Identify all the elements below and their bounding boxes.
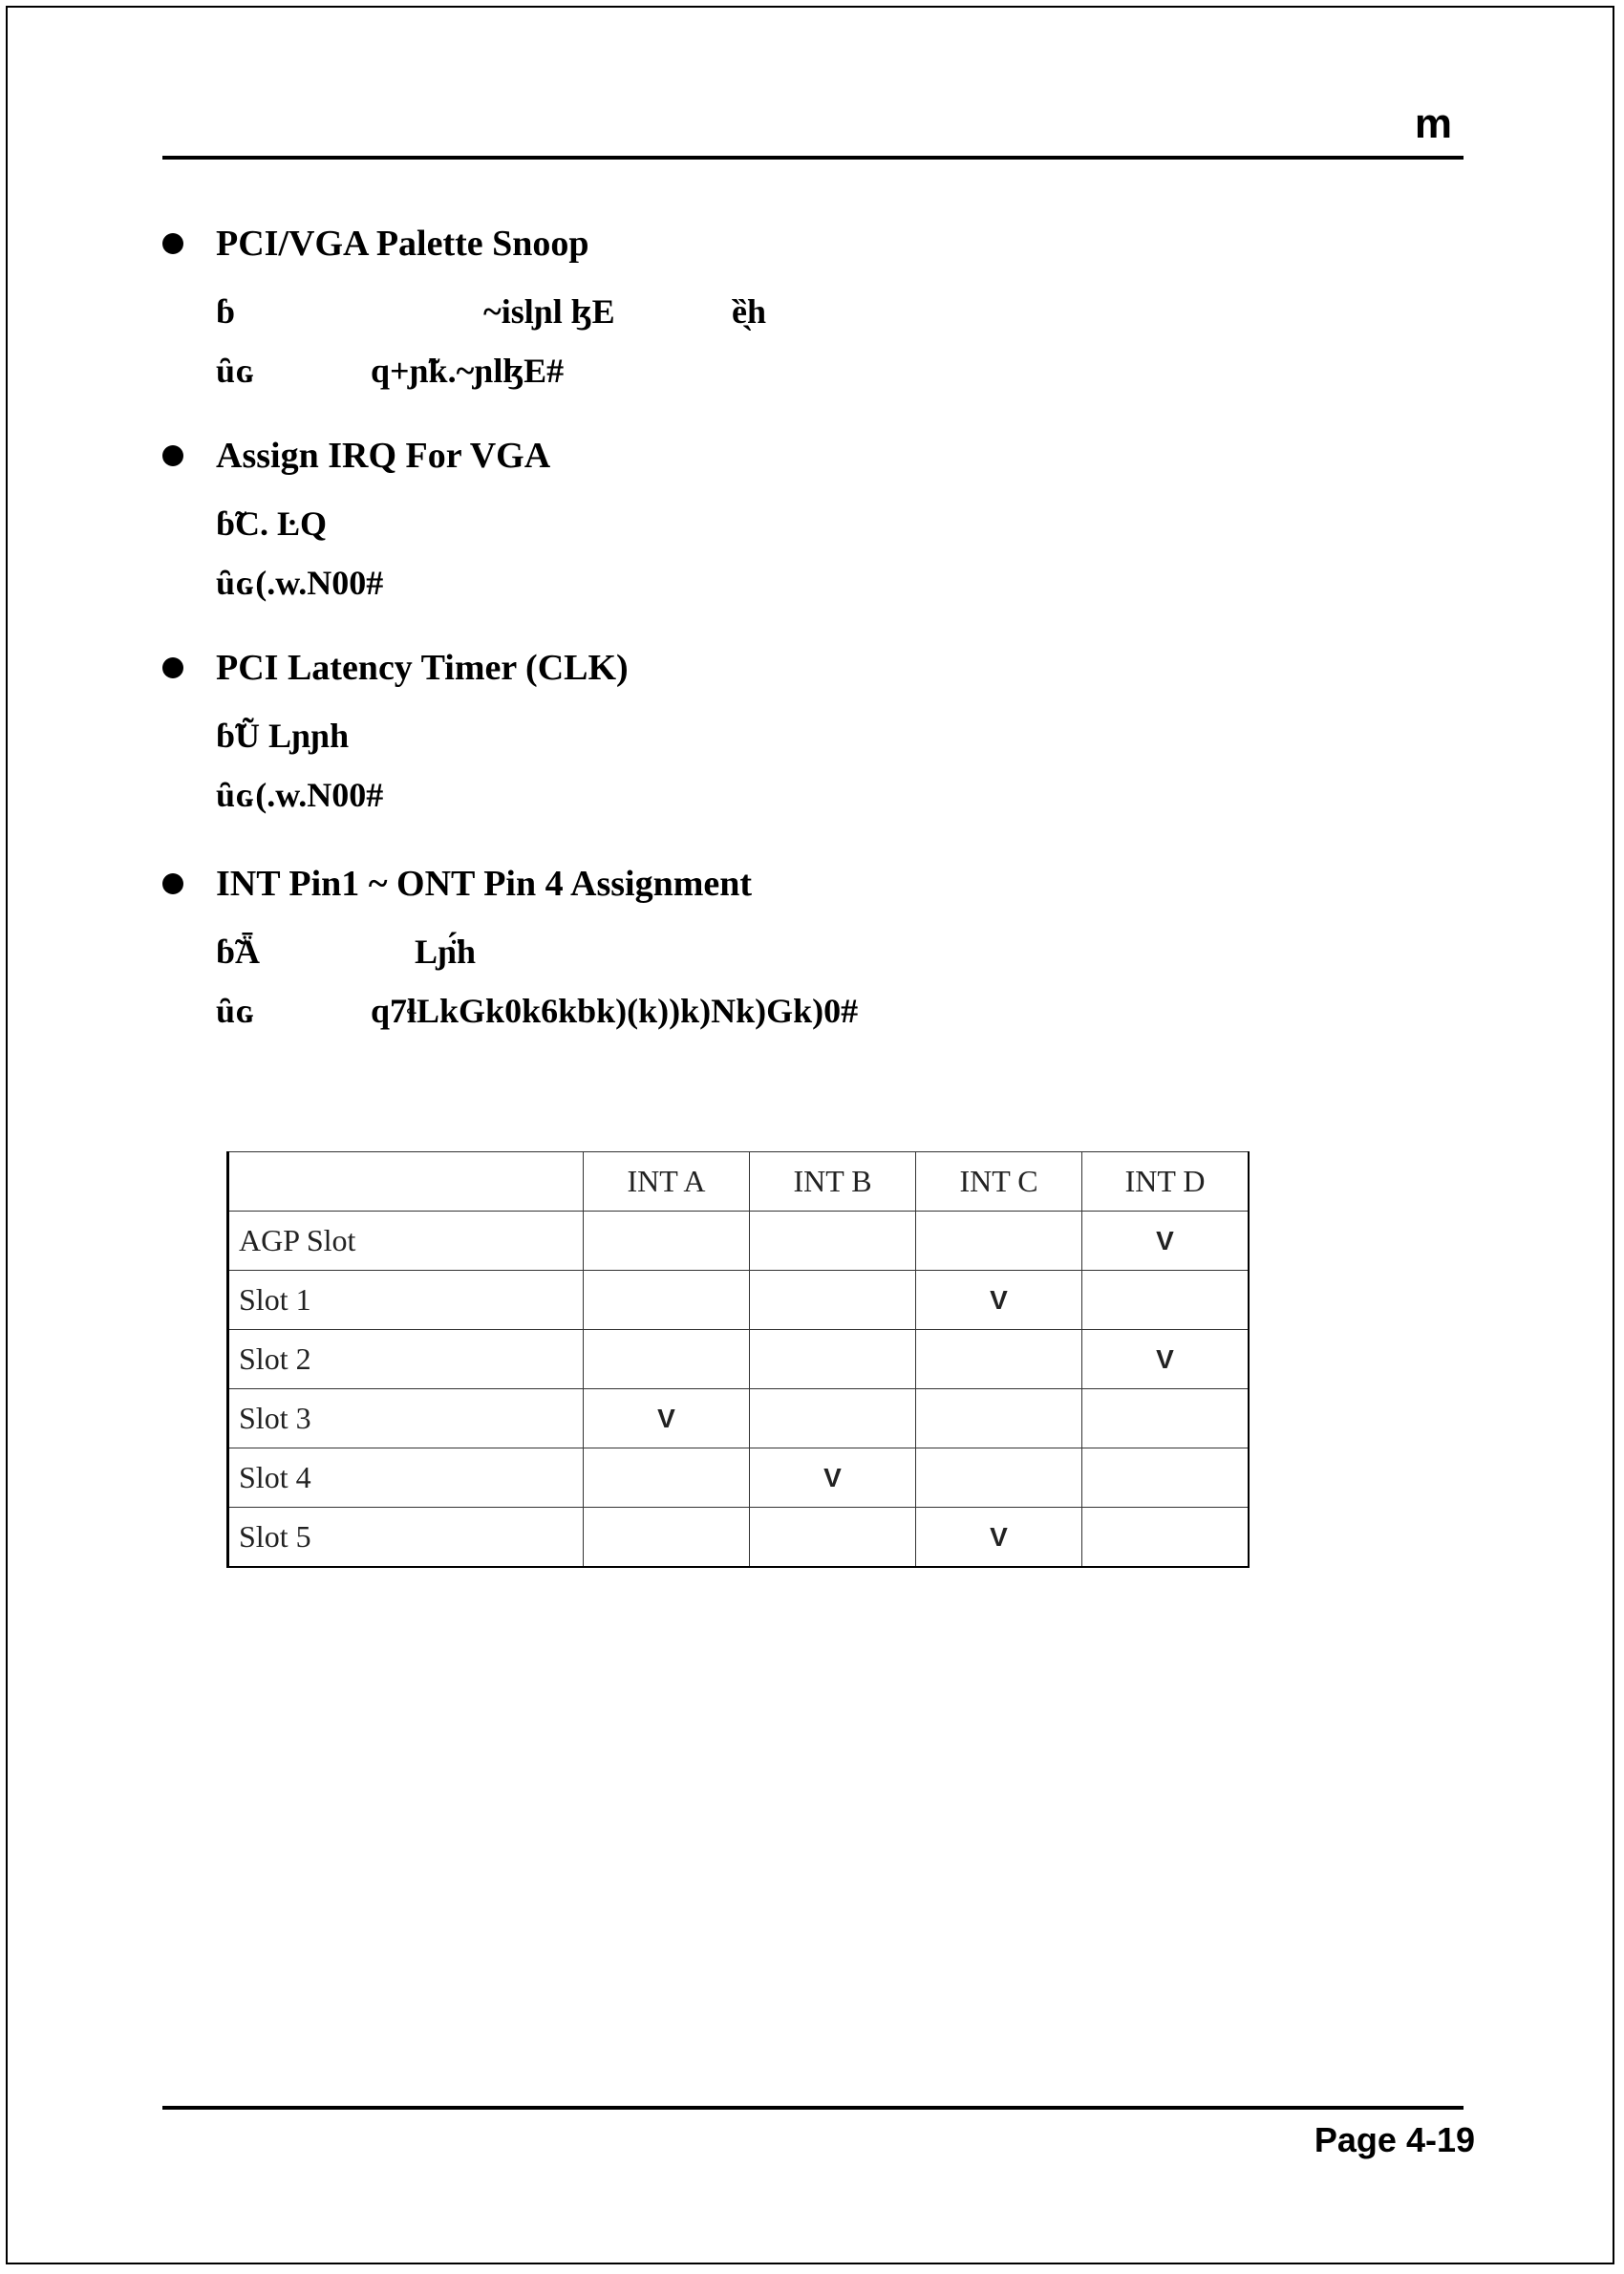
table-cell: [1082, 1508, 1250, 1568]
option-line-text: ɓ̃C. ĿQ: [216, 504, 328, 543]
table-header-cell: INT D: [1082, 1152, 1250, 1212]
option-line-text: ȗɢ: [216, 992, 256, 1030]
section-title: INT Pin1 ~ ONT Pin 4 Assignment: [216, 864, 753, 904]
table-cell: [916, 1448, 1082, 1508]
table-row: [228, 1389, 1250, 1448]
table-row: [228, 1212, 1250, 1271]
section-title: Assign IRQ For VGA: [216, 436, 551, 476]
table-row: [228, 1330, 1250, 1389]
option-line-text: ɓ̃Ũ Lɲɲh: [216, 717, 350, 755]
table-row: [228, 1271, 1250, 1330]
option-line-text: ȗɢ: [216, 352, 256, 390]
table-cell: [584, 1508, 750, 1568]
option-line-text: ȅ̖h: [732, 292, 766, 331]
section-assign-irq-for-vga: [162, 437, 550, 612]
option-line-text: ȗɢ(.w.N00#: [216, 776, 384, 814]
option-line: [216, 922, 752, 981]
option-line-text: ~islɲl ɮE: [483, 292, 615, 331]
table-cell: V: [584, 1389, 750, 1448]
table-cell: V: [1082, 1330, 1250, 1389]
bullet-icon: [162, 657, 183, 678]
option-line: [216, 765, 629, 825]
row-label: Slot 2: [228, 1330, 584, 1389]
option-line-text: q7ɬLkGk0k6kbk)(k))k)Nk)Gk)0#: [371, 992, 859, 1030]
option-line: [216, 706, 629, 765]
table-cell: [750, 1330, 916, 1389]
table-cell: [1082, 1271, 1250, 1330]
table-cell: V: [916, 1508, 1082, 1568]
table-cell: [750, 1508, 916, 1568]
option-line: [216, 981, 859, 1040]
row-label: AGP Slot: [228, 1212, 584, 1271]
table-cell: V: [750, 1448, 916, 1508]
row-label: Slot 5: [228, 1508, 584, 1568]
option-line-text: Lɲ̈́h: [415, 933, 477, 971]
table-row: [228, 1448, 1250, 1508]
section-pci-latency-timer: [162, 649, 629, 825]
bullet-icon: [162, 873, 183, 894]
irq-assignment-table: [226, 1151, 1250, 1568]
header-mark: m: [1414, 100, 1452, 147]
table-cell: [584, 1330, 750, 1389]
table-cell: [750, 1389, 916, 1448]
table-header-cell: INT B: [750, 1152, 916, 1212]
table-header-cell: [228, 1152, 584, 1212]
bullet-icon: [162, 445, 183, 466]
section-int-pin-assignment: [162, 864, 859, 1040]
bullet-icon: [162, 233, 183, 254]
table-cell: [916, 1212, 1082, 1271]
footer-rule: [162, 2106, 1464, 2110]
table-cell: [584, 1271, 750, 1330]
table-cell: [750, 1271, 916, 1330]
section-title: PCI Latency Timer (CLK): [216, 648, 629, 688]
table-cell: [916, 1389, 1082, 1448]
option-line: [216, 494, 550, 553]
table-cell: [584, 1448, 750, 1508]
table-cell: [750, 1212, 916, 1271]
option-line: [216, 282, 766, 341]
table-cell: [1082, 1448, 1250, 1508]
row-label: Slot 3: [228, 1389, 584, 1448]
table-header-cell: INT C: [916, 1152, 1082, 1212]
option-line-text: ɓ: [216, 292, 236, 331]
table-cell: [584, 1212, 750, 1271]
table-cell: V: [916, 1271, 1082, 1330]
option-line-text: q+ɲ̃k.~ɲlɮE#: [371, 352, 565, 390]
option-line: [216, 341, 589, 400]
table-row: [228, 1508, 1250, 1568]
row-label: Slot 4: [228, 1448, 584, 1508]
section-pci-vga-palette-snoop: [162, 224, 766, 400]
table-header-row: [228, 1152, 1250, 1212]
row-label: Slot 1: [228, 1271, 584, 1330]
option-line-text: ɓ̃Ǟ: [216, 933, 261, 971]
page-number: Page 4-19: [1314, 2120, 1475, 2159]
header-rule: [162, 156, 1464, 160]
option-line-text: ȗɢ(.w.N00#: [216, 564, 384, 602]
option-line: [216, 553, 550, 612]
section-title: PCI/VGA Palette Snoop: [216, 224, 589, 264]
table-cell: V: [1082, 1212, 1250, 1271]
table-header-cell: INT A: [584, 1152, 750, 1212]
table-cell: [916, 1330, 1082, 1389]
table-cell: [1082, 1389, 1250, 1448]
